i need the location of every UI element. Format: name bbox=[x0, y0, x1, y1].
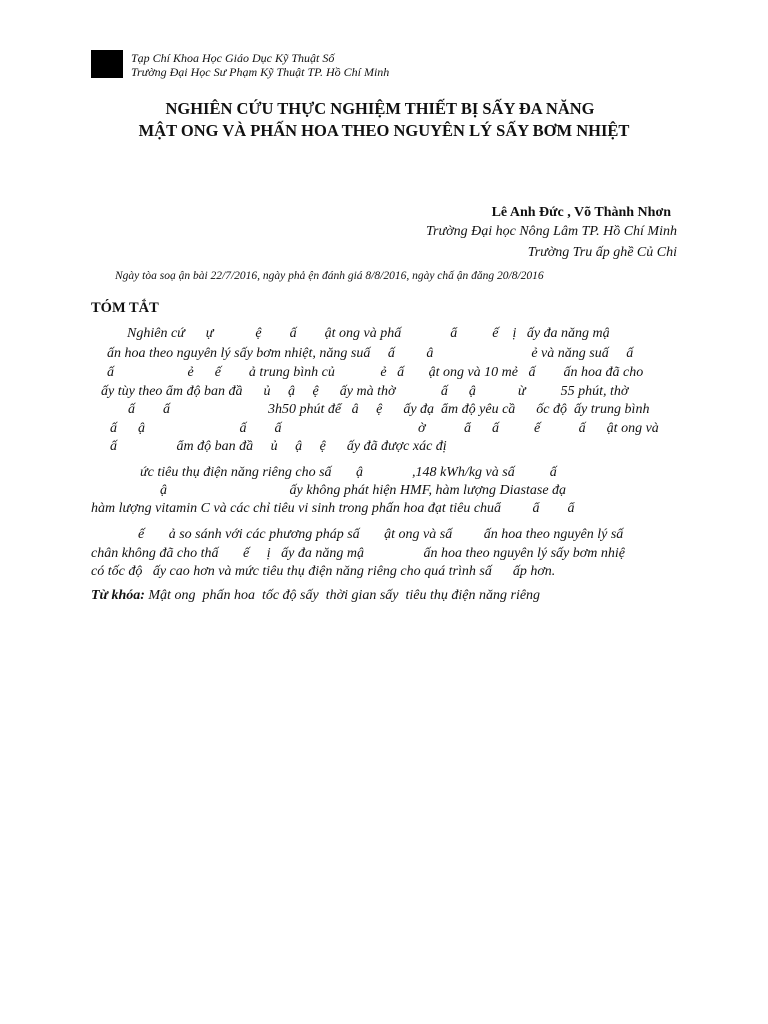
abstract-line: ấ ẩm độ ban đầ ủ ậ ệ ấy đã được xác đị bbox=[110, 439, 447, 454]
journal-logo bbox=[91, 50, 123, 78]
abstract-line: Nghiên cứ ự ệ ấ ật ong và phấ ẩ ế ị ấy đa năng mậ bbox=[127, 326, 610, 341]
abstract-line: ế ả so sánh với các phương pháp sấ ật ong và sấ ấn hoa theo nguyên lý sấ bbox=[138, 527, 624, 542]
affiliation-1: Trường Đại học Nông Lâm TP. Hồ Chí Minh bbox=[426, 224, 677, 239]
abstract-line: có tốc độ ấy cao hơn và mức tiêu thụ điện năng riêng cho quá trình sấ ấp hơn. bbox=[91, 564, 556, 579]
abstract-heading: TÓM TẮT bbox=[91, 300, 159, 316]
keywords-text: Mật ong phấn hoa tốc độ sấy thời gian sấy tiêu thụ điện năng riêng bbox=[144, 588, 541, 603]
journal-name: Tạp Chí Khoa Học Giáo Dục Kỹ Thuật Số bbox=[131, 51, 335, 65]
abstract-line: ậ ấy không phát hiện HMF, hàm lượng Diastase đạ bbox=[160, 483, 567, 498]
abstract-line: ấn hoa theo nguyên lý sấy bơm nhiệt, năng suấ ấ â ẻ và năng suấ ấ bbox=[107, 346, 634, 361]
abstract-line: ấ ấ 3h50 phút để â ệ ấy đạ ẩm độ yêu cầ ốc độ ấy trung bình bbox=[128, 402, 650, 417]
affiliation-2: Trường Tru ấp ghề Củ Chi bbox=[527, 245, 677, 260]
abstract-line: ấ ậ ấ ấ ờ ẩ ấ ế ấ ật ong và bbox=[110, 421, 659, 436]
abstract-line: ấy tùy theo ẩm độ ban đầ ủ ậ ệ ấy mà thờ ấ ậ ừ 55 phút, thờ bbox=[101, 384, 629, 399]
abstract-line: hàm lượng vitamin C và các chỉ tiêu vi sinh trong phấn hoa đạt tiêu chuẩ ẩ ẩ bbox=[91, 501, 575, 516]
abstract-line: chân không đã cho thấ ế ị ấy đa năng mậ ấn hoa theo nguyên lý sấy bơm nhiệ bbox=[91, 546, 625, 561]
paper-title-line-1: NGHIÊN CỨU THỰC NGHIỆM THIẾT BỊ SẤY ĐA NĂNG bbox=[165, 99, 595, 118]
abstract-line: ấ ẻ ế ả trung bình củ ẻ ấ ật ong và 10 mẻ ấ ấn hoa đã cho bbox=[107, 365, 644, 380]
keywords-label: Từ khóa: bbox=[91, 588, 145, 603]
paper-title-line-2: MẬT ONG VÀ PHẤN HOA THEO NGUYÊN LÝ SẤY BƠM NHIỆT bbox=[138, 121, 630, 140]
submission-dates: Ngày tòa soạ ận bài 22/7/2016, ngày phả ện đánh giá 8/8/2016, ngày chấ ận đăng 20/8/2016 bbox=[115, 270, 544, 282]
author-names: Lê Anh Đức , Võ Thành Nhơn bbox=[491, 205, 671, 220]
keywords bbox=[91, 586, 540, 606]
abstract-line: ức tiêu thụ điện năng riêng cho sấ ậ ,148 kWh/kg và sấ ấ bbox=[140, 465, 557, 480]
university-name: Trường Đại Học Sư Phạm Kỹ Thuật TP. Hồ Chí Minh bbox=[131, 65, 390, 79]
